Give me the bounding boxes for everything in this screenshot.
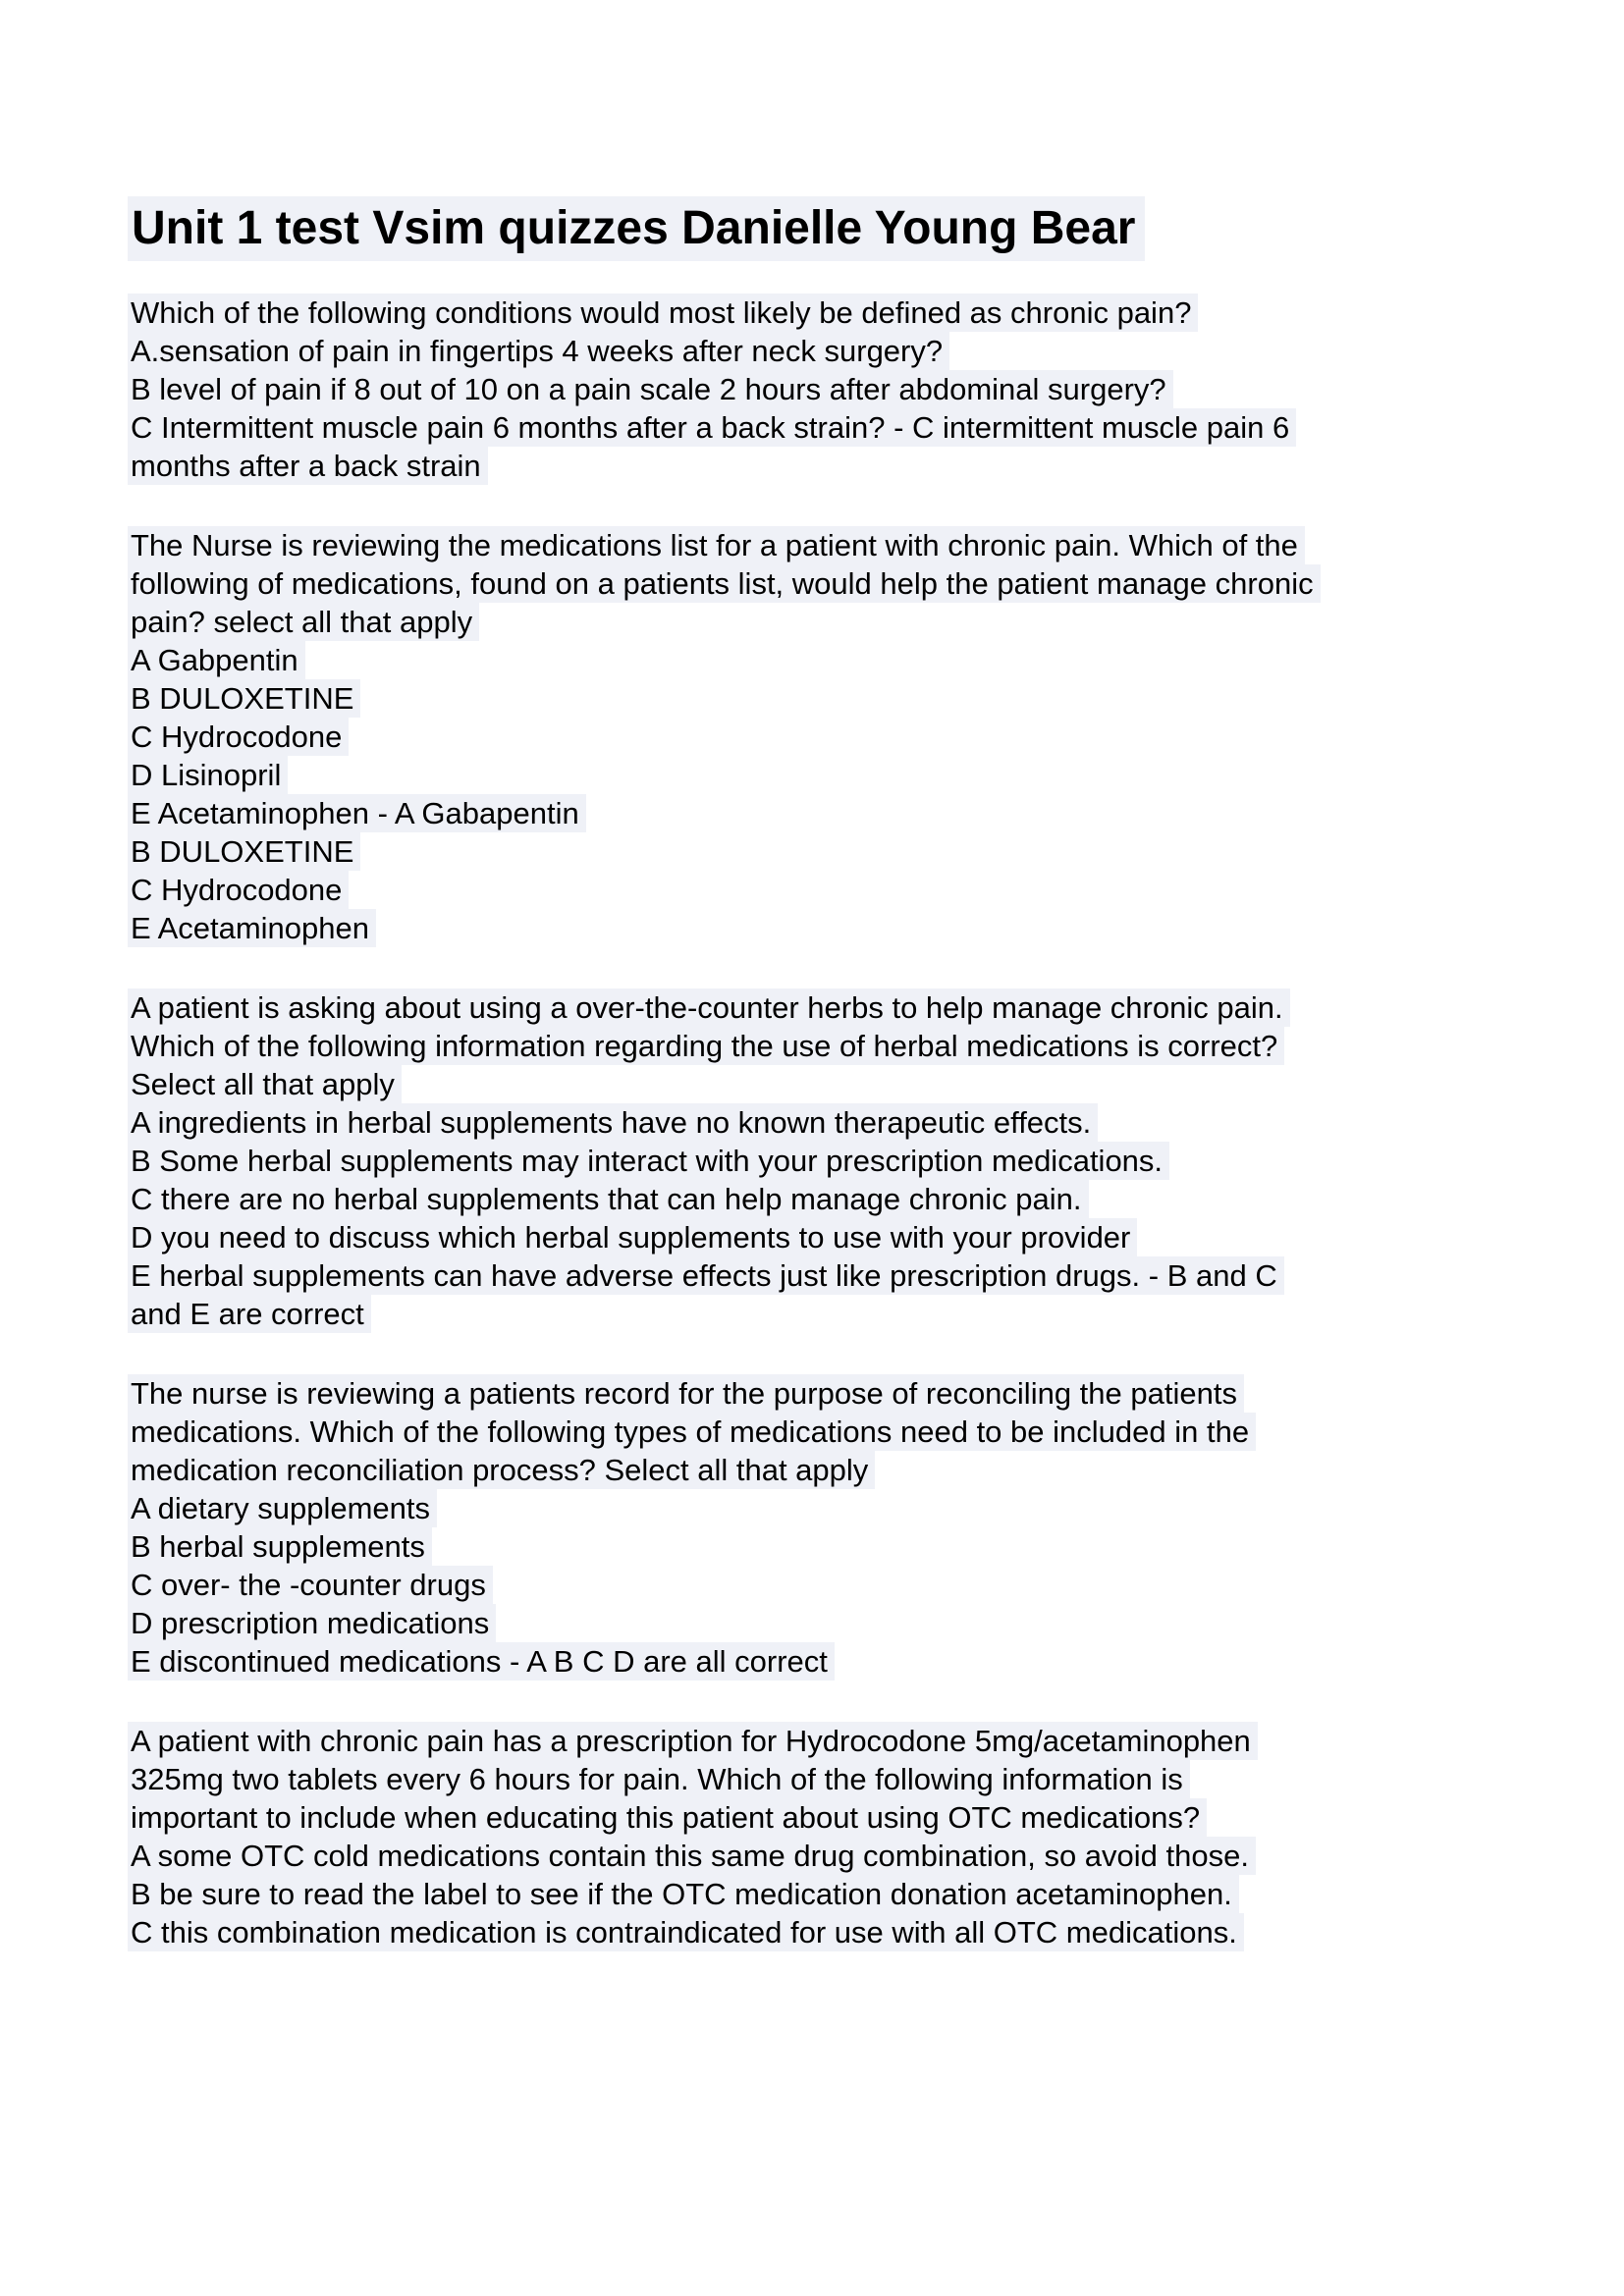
highlighted-text: months after a back strain bbox=[128, 447, 488, 485]
text-line bbox=[128, 564, 1506, 603]
text-line bbox=[128, 1218, 1506, 1256]
text-line bbox=[128, 1027, 1506, 1065]
highlighted-text: E herbal supplements can have adverse effects just like prescription drugs. - B and C bbox=[128, 1256, 1284, 1295]
title-row bbox=[128, 196, 1506, 261]
document-content bbox=[128, 196, 1506, 1951]
highlighted-text: B level of pain if 8 out of 10 on a pain scale 2 hours after abdominal surgery? bbox=[128, 370, 1173, 408]
text-line bbox=[128, 1413, 1506, 1451]
highlighted-text: B Some herbal supplements may interact with your prescription medications. bbox=[128, 1142, 1169, 1180]
highlighted-text: B herbal supplements bbox=[128, 1527, 432, 1566]
text-line bbox=[128, 1180, 1506, 1218]
question-block-5 bbox=[128, 1722, 1506, 1951]
highlighted-text: A some OTC cold medications contain this same drug combination, so avoid those. bbox=[128, 1837, 1256, 1875]
text-line bbox=[128, 718, 1506, 756]
text-line bbox=[128, 1142, 1506, 1180]
question-block-3 bbox=[128, 988, 1506, 1333]
text-line bbox=[128, 1642, 1506, 1681]
highlighted-text: A Gabpentin bbox=[128, 641, 305, 679]
highlighted-text: B DULOXETINE bbox=[128, 832, 360, 871]
text-line bbox=[128, 988, 1506, 1027]
text-line bbox=[128, 756, 1506, 794]
text-line bbox=[128, 679, 1506, 718]
text-line bbox=[128, 641, 1506, 679]
text-line bbox=[128, 370, 1506, 408]
highlighted-text: C there are no herbal supplements that can help manage chronic pain. bbox=[128, 1180, 1089, 1218]
highlighted-text: C Intermittent muscle pain 6 months after a back strain? - C intermittent muscle pain 6 bbox=[128, 408, 1296, 447]
highlighted-text: D you need to discuss which herbal supplements to use with your provider bbox=[128, 1218, 1137, 1256]
text-line bbox=[128, 1489, 1506, 1527]
text-line bbox=[128, 332, 1506, 370]
highlighted-text: C this combination medication is contraindicated for use with all OTC medications. bbox=[128, 1913, 1244, 1951]
text-line bbox=[128, 408, 1506, 447]
highlighted-text: Select all that apply bbox=[128, 1065, 402, 1103]
highlighted-text: A.sensation of pain in fingertips 4 weeks after neck surgery? bbox=[128, 332, 949, 370]
text-line bbox=[128, 1604, 1506, 1642]
highlighted-text: The nurse is reviewing a patients record for the purpose of reconciling the patients bbox=[128, 1374, 1244, 1413]
text-line bbox=[128, 1256, 1506, 1295]
highlighted-text: A patient with chronic pain has a prescription for Hydrocodone 5mg/acetaminophen bbox=[128, 1722, 1258, 1760]
highlighted-text: C Hydrocodone bbox=[128, 718, 349, 756]
highlighted-text: E Acetaminophen - A Gabapentin bbox=[128, 794, 586, 832]
text-line bbox=[128, 1760, 1506, 1798]
highlighted-text: Which of the following conditions would most likely be defined as chronic pain? bbox=[128, 294, 1198, 332]
text-line bbox=[128, 1566, 1506, 1604]
text-line bbox=[128, 526, 1506, 564]
text-line bbox=[128, 294, 1506, 332]
highlighted-text: A dietary supplements bbox=[128, 1489, 437, 1527]
text-line bbox=[128, 909, 1506, 947]
highlighted-text: The Nurse is reviewing the medications list for a patient with chronic pain. Which of the bbox=[128, 526, 1305, 564]
text-line bbox=[128, 794, 1506, 832]
highlighted-text: C Hydrocodone bbox=[128, 871, 349, 909]
highlighted-text: B DULOXETINE bbox=[128, 679, 360, 718]
text-line bbox=[128, 1065, 1506, 1103]
question-block-2 bbox=[128, 526, 1506, 947]
highlighted-text: B be sure to read the label to see if the OTC medication donation acetaminophen. bbox=[128, 1875, 1239, 1913]
text-line bbox=[128, 1913, 1506, 1951]
highlighted-text: A ingredients in herbal supplements have no known therapeutic effects. bbox=[128, 1103, 1098, 1142]
text-line bbox=[128, 1374, 1506, 1413]
highlighted-text: important to include when educating this patient about using OTC medications? bbox=[128, 1798, 1207, 1837]
question-block-4 bbox=[128, 1374, 1506, 1681]
highlighted-text: and E are correct bbox=[128, 1295, 371, 1333]
text-line bbox=[128, 832, 1506, 871]
text-line bbox=[128, 1798, 1506, 1837]
highlighted-text: following of medications, found on a patients list, would help the patient manage chronic bbox=[128, 564, 1321, 603]
question-block-1 bbox=[128, 294, 1506, 485]
text-line bbox=[128, 603, 1506, 641]
text-line bbox=[128, 447, 1506, 485]
highlighted-text: C over- the -counter drugs bbox=[128, 1566, 493, 1604]
text-line bbox=[128, 871, 1506, 909]
highlighted-text: medications. Which of the following types of medications need to be included in the bbox=[128, 1413, 1256, 1451]
text-line bbox=[128, 1837, 1506, 1875]
highlighted-text: Which of the following information regarding the use of herbal medications is correct? bbox=[128, 1027, 1284, 1065]
highlighted-text: pain? select all that apply bbox=[128, 603, 479, 641]
text-line bbox=[128, 1451, 1506, 1489]
text-line bbox=[128, 1875, 1506, 1913]
highlighted-text: D prescription medications bbox=[128, 1604, 496, 1642]
text-line bbox=[128, 1103, 1506, 1142]
highlighted-text: E discontinued medications - A B C D are all correct bbox=[128, 1642, 835, 1681]
highlighted-text: 325mg two tablets every 6 hours for pain. Which of the following information is bbox=[128, 1760, 1190, 1798]
highlighted-text: D Lisinopril bbox=[128, 756, 288, 794]
text-line bbox=[128, 1527, 1506, 1566]
highlighted-text: medication reconciliation process? Select all that apply bbox=[128, 1451, 875, 1489]
text-line bbox=[128, 1722, 1506, 1760]
page-title: Unit 1 test Vsim quizzes Danielle Young Bear bbox=[128, 196, 1145, 261]
highlighted-text: E Acetaminophen bbox=[128, 909, 376, 947]
text-line bbox=[128, 1295, 1506, 1333]
highlighted-text: A patient is asking about using a over-the-counter herbs to help manage chronic pain. bbox=[128, 988, 1290, 1027]
